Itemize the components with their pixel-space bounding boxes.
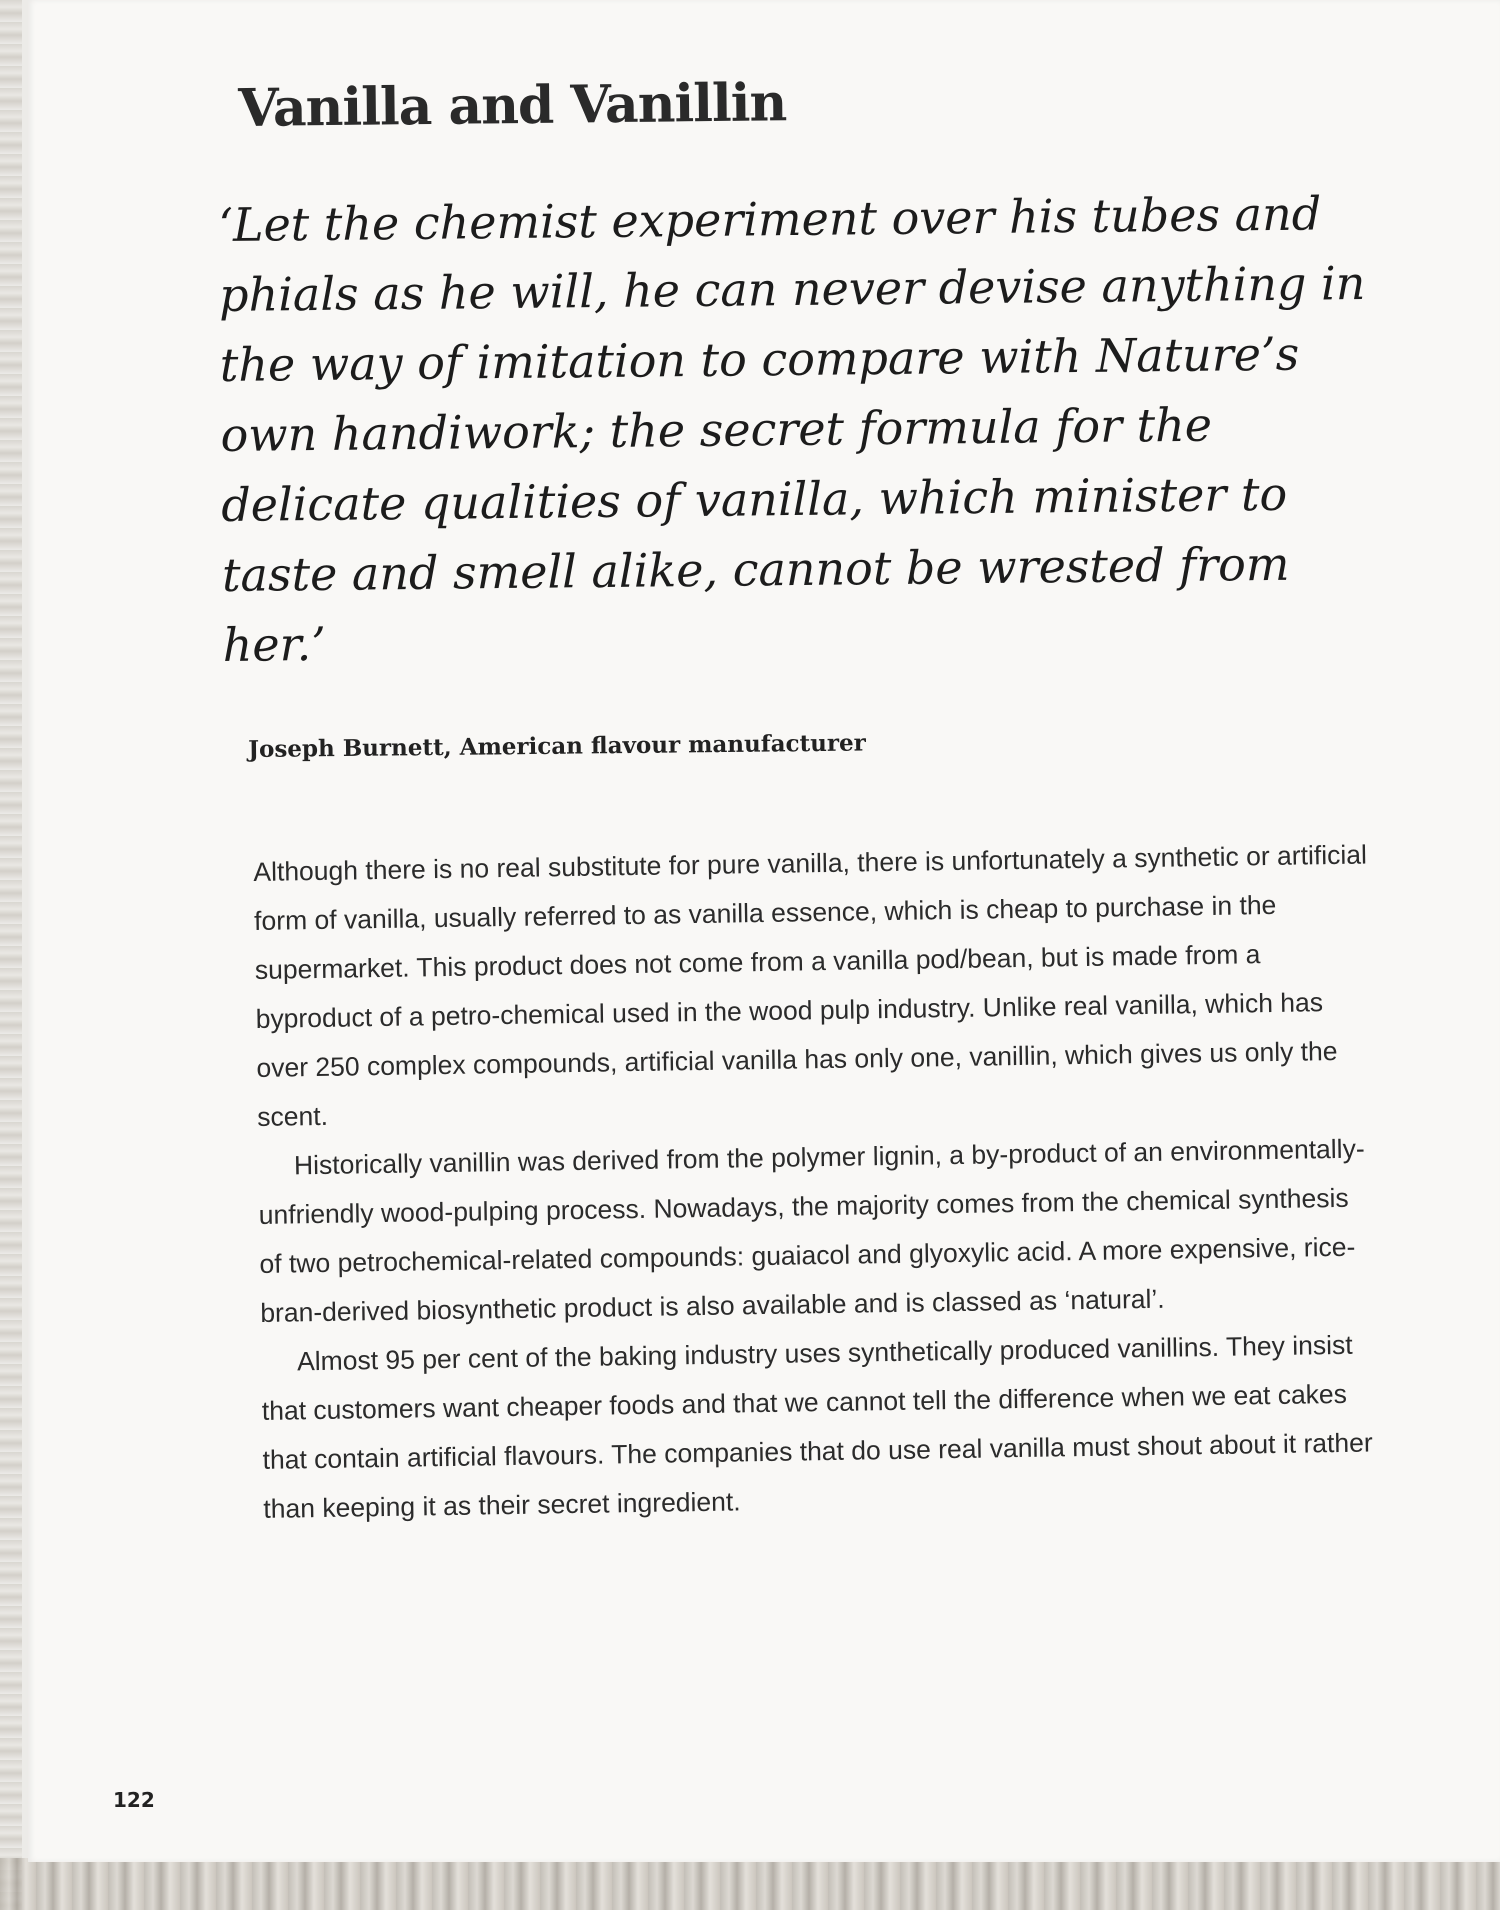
page-title: Vanilla and Vanillin: [238, 72, 787, 139]
scan-edge-left: [0, 0, 22, 1910]
scan-edge-bottom: [0, 1858, 1500, 1910]
quote-attribution: Joseph Burnett, American flavour manufacturer: [248, 729, 866, 763]
paragraph-2: Historically vanillin was derived from the polymer lignin, a by-product of an environmentally-unfriendly wood-pulping process. Nowadays, the majority comes from the chemical synthesis of two petrochemical-related compounds: guaiacol and glyoxylic acid. A more expensive, rice-bran-derived biosynthetic product is also available and is classed as ‘natural’.: [258, 1133, 1365, 1328]
paragraph-3: Almost 95 per cent of the baking industry uses synthetically produced vanillins. They insist that customers want cheaper foods and that we cannot tell the difference when we eat cakes that contain artificial flavours. The companies that do use real vanilla must shout about it rather than keeping it as their secret ingredient.: [261, 1329, 1373, 1524]
handwritten-quote: ‘Let the chemist experiment over his tubes and phials as he will, he can never devise anything in the way of imitation to compare with Nature’s own handiwork; the secret formula for the delicate qualities of vanilla, which minister to taste and smell alike, cannot be wrested from her.’: [218, 186, 1366, 672]
paragraph-1: Although there is no real substitute for pure vanilla, there is unfortunately a synthetic or artificial form of vanilla, usually referred to as vanilla essence, which is cheap to purchase in the supermarket. This product does not come from a vanilla pod/bean, but is made from a byproduct of a petro-chemical used in the wood pulp industry. Unlike real vanilla, which has over 250 complex compounds, artificial vanilla has only one, vanillin, which gives us only the scent.: [253, 839, 1368, 1132]
body-text: [253, 830, 1379, 1533]
book-page: [28, 0, 1500, 1862]
page-number: 122: [113, 1788, 155, 1812]
